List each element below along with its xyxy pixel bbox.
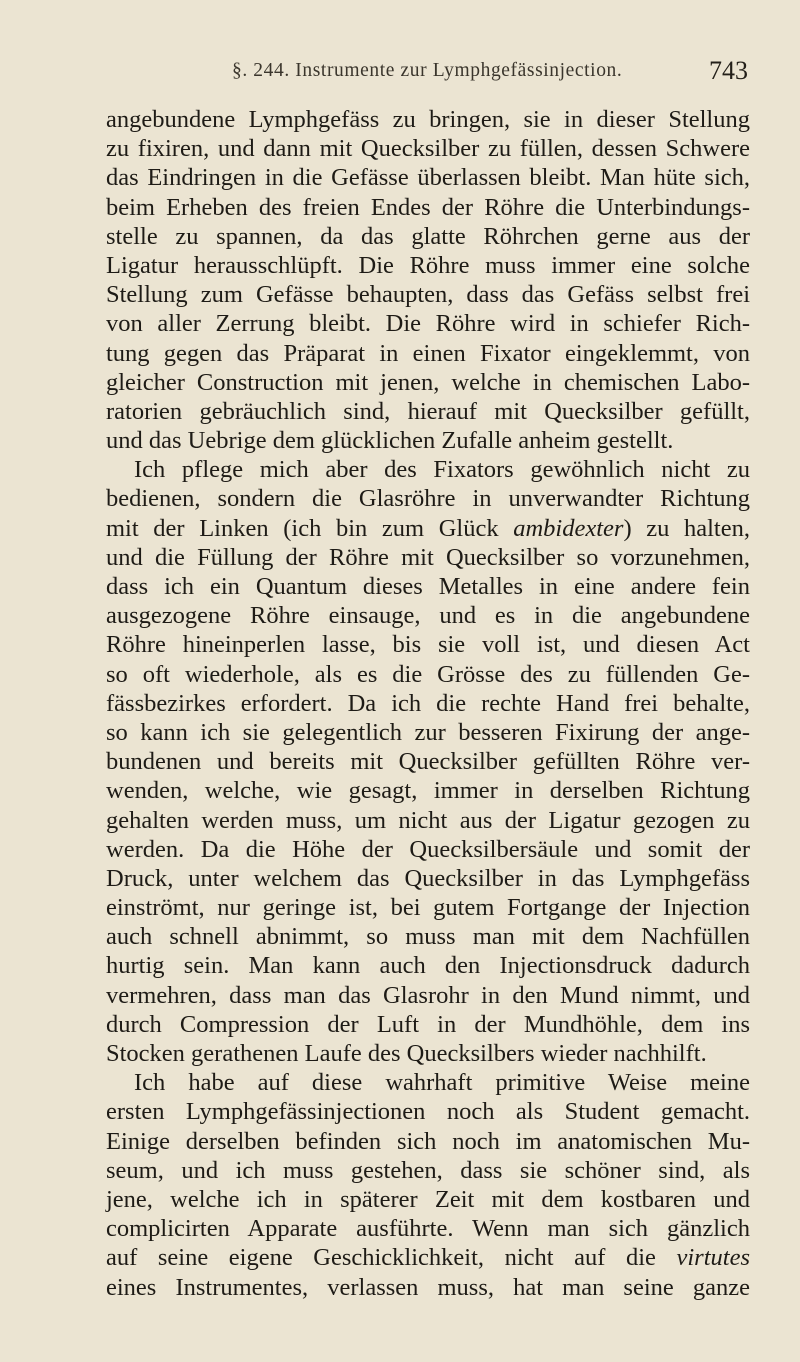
text-line: so kann ich sie gelegentlich zur besseren Fixirung der ange-	[106, 718, 750, 746]
text-line: so oft wiederhole, als es die Grösse des zu füllenden Ge-	[106, 660, 750, 688]
text-line: von aller Zerrung bleibt. Die Röhre wird in schiefer Rich-	[106, 310, 750, 338]
text-line: ersten Lymphgefässinjectionen noch als Student gemacht.	[106, 1098, 750, 1126]
text-line: auch schnell abnimmt, so muss man mit dem Nachfüllen	[106, 923, 750, 951]
text-line: durch Compression der Luft in der Mundhöhle, dem ins	[106, 1010, 750, 1038]
text-run: auf seine eigene Geschicklichkeit, nicht auf die	[106, 1244, 677, 1272]
page-header	[232, 56, 748, 86]
text-line: bundenen und bereits mit Quecksilber gefüllten Röhre ver-	[106, 748, 750, 776]
italic-term: ambidexter	[513, 514, 624, 542]
text-line: und die Füllung der Röhre mit Quecksilber so vorzunehmen,	[106, 543, 750, 571]
page-number: 743	[709, 56, 748, 85]
text-run: ) zu halten,	[623, 514, 750, 542]
text-line: eines Instrumentes, verlassen muss, hat man seine ganze	[106, 1273, 750, 1301]
text-line: beim Erheben des freien Endes der Röhre die Unterbindungs-	[106, 193, 750, 221]
italic-term: virtutes	[676, 1244, 750, 1272]
text-line: seum, und ich muss gestehen, dass sie schöner sind, als	[106, 1156, 750, 1184]
text-line: Ligatur herausschlüpft. Die Röhre muss immer eine solche	[106, 251, 750, 279]
text-line: Druck, unter welchem das Quecksilber in das Lymphgefäss	[106, 864, 750, 892]
paragraph-end-line: Stocken gerathenen Laufe des Quecksilbers wieder nachhilft.	[106, 1040, 707, 1067]
text-line: Einige derselben befinden sich noch im anatomischen Mu-	[106, 1127, 750, 1155]
body-text	[106, 105, 750, 1302]
text-line: Röhre hineinperlen lasse, bis sie voll ist, und diesen Act	[106, 631, 750, 659]
text-line: vermehren, dass man das Glasrohr in den Mund nimmt, und	[106, 981, 750, 1009]
text-line: das Eindringen in die Gefässe überlassen bleibt. Man hüte sich,	[106, 164, 750, 192]
text-line: gleicher Construction mit jenen, welche in chemischen Labo-	[106, 368, 750, 396]
text-line: tung gegen das Präparat in einen Fixator eingeklemmt, von	[106, 339, 750, 367]
paragraph-end-line: und das Uebrige dem glücklichen Zufalle anheim gestellt.	[106, 427, 674, 455]
text-line: complicirten Apparate ausführte. Wenn man sich gänzlich	[106, 1215, 750, 1243]
text-line: hurtig sein. Man kann auch den Injectionsdruck dadurch	[106, 952, 750, 980]
text-line: gehalten werden muss, um nicht aus der Ligatur gezogen zu	[106, 806, 750, 834]
text-line-with-italic	[106, 1243, 750, 1272]
text-line: werden. Da die Höhe der Quecksilbersäule und somit der	[106, 835, 750, 863]
paragraph-start-line: Ich habe auf diese wahrhaft primitive Weise meine	[134, 1069, 750, 1097]
paragraph-start-line: Ich pflege mich aber des Fixators gewöhnlich nicht zu	[134, 456, 750, 484]
text-line-with-italic	[106, 514, 750, 543]
text-line: jene, welche ich in späterer Zeit mit dem kostbaren und	[106, 1185, 750, 1213]
text-run: mit der Linken (ich bin zum Glück	[106, 514, 514, 542]
text-line: Stellung zum Gefässe behaupten, dass das Gefäss selbst frei	[106, 281, 750, 309]
text-line: ausgezogene Röhre einsauge, und es in die angebundene	[106, 602, 750, 630]
text-line: dass ich ein Quantum dieses Metalles in eine andere fein	[106, 573, 750, 600]
running-title: §. 244. Instrumente zur Lymphgefässinjection.	[232, 60, 623, 81]
text-line: einströmt, nur geringe ist, bei gutem Fortgange der Injection	[106, 894, 750, 922]
text-line: wenden, welche, wie gesagt, immer in derselben Richtung	[106, 777, 750, 805]
text-line: zu fixiren, und dann mit Quecksilber zu füllen, dessen Schwere	[106, 135, 750, 163]
text-line: ratorien gebräuchlich sind, hierauf mit Quecksilber gefüllt,	[106, 397, 750, 425]
text-line: stelle zu spannen, da das glatte Röhrchen gerne aus der	[106, 222, 750, 250]
text-line: bedienen, sondern die Glasröhre in unverwandter Richtung	[106, 485, 750, 513]
text-line: angebundene Lymphgefäss zu bringen, sie in dieser Stellung	[106, 106, 750, 133]
text-line: fässbezirkes erfordert. Da ich die rechte Hand frei behalte,	[106, 689, 750, 717]
